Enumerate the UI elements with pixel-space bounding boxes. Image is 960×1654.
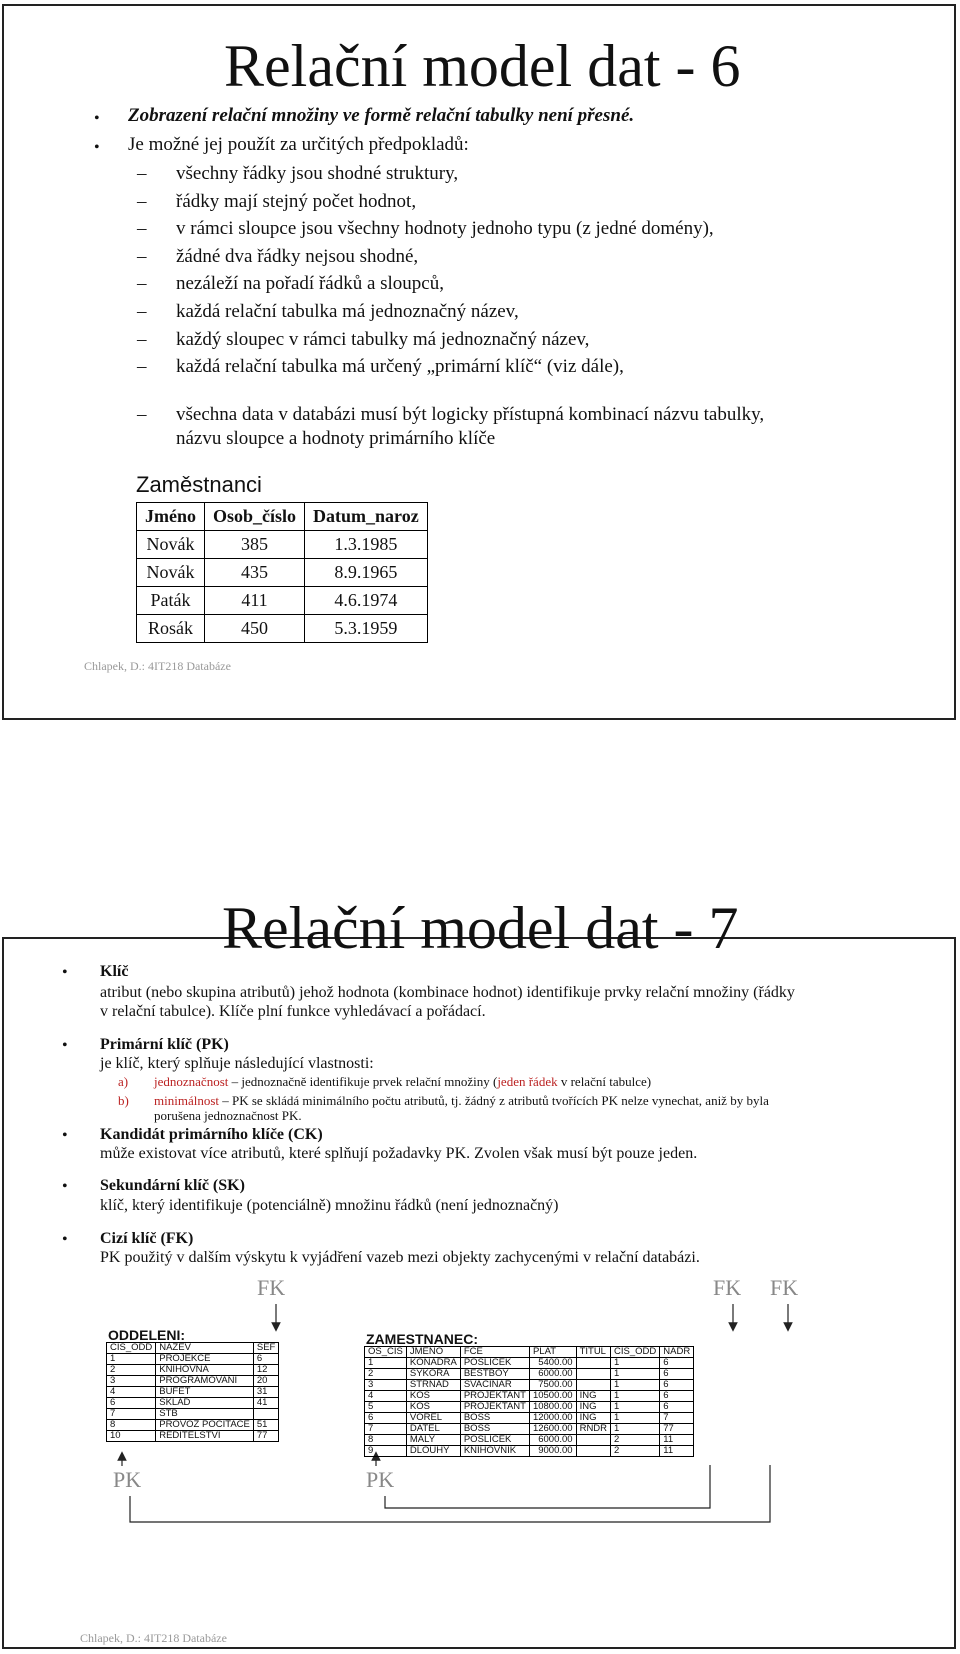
column-header: JMENO [406,1347,460,1358]
table-cell: 7 [107,1409,156,1420]
dash-item: každý sloupec v rámci tabulky má jednoznačný název, [176,328,590,350]
table-cell: POSLICEK [460,1435,529,1446]
table-cell: 2 [365,1369,407,1380]
table-cell: 2 [611,1435,660,1446]
table-row [137,559,428,587]
table-cell: 10800.00 [529,1402,576,1413]
table-cell: BUFET [156,1387,254,1398]
dash-text: všechna data v databázi musí být logicky přístupná kombinací názvu tabulky, [176,404,765,425]
table-cell: 1 [611,1358,660,1369]
table-cell: 3 [107,1376,156,1387]
table-cell: Novák [137,531,205,559]
table-cell: ING [576,1413,610,1424]
key-text: v relační tabulce). Klíče plní funkce vyhledávací a pořádací. [100,1003,486,1020]
table-cell: 7 [660,1413,694,1424]
dash-item: všechny řádky jsou shodné struktury, [176,163,459,184]
table-cell: KNIHOVNIK [460,1446,529,1457]
table-cell: 8 [365,1435,407,1446]
slide-7 [2,937,956,1649]
footer: Chlapek, D.: 4IT218 Databáze [80,1631,227,1645]
table-cell: 31 [253,1387,278,1398]
table-cell: ING [576,1391,610,1402]
table-cell: PROGRAMOVANI [156,1376,254,1387]
table-cell: 11 [660,1446,694,1457]
dash-marker: – [137,301,147,322]
column-header: PLAT [529,1347,576,1358]
pk-text: je klíč, který splňuje následující vlastnosti: [100,1055,374,1072]
table-cell: 1 [611,1413,660,1424]
table-cell: REDITELSTVI [156,1431,254,1442]
table-cell: 8 [107,1420,156,1431]
table-cell: 6 [660,1391,694,1402]
column-header: CIS_ODD [107,1343,156,1354]
fk-label: FK [257,1275,286,1300]
column-header: FCE [460,1347,529,1358]
dash-item: nezáleží na pořadí řádků a sloupců, [176,273,444,295]
dash-marker: – [137,328,147,350]
table-cell: Novák [137,559,205,587]
table-cell: 10500.00 [529,1391,576,1402]
table-cell: 1.3.1985 [305,531,428,559]
table-cell: STRNAD [406,1380,460,1391]
oddeleni-title: ODDELENI: [108,1327,185,1343]
dash-marker: – [137,404,147,425]
table-cell: 1 [611,1369,660,1380]
table-cell: 8.9.1965 [305,559,428,587]
table-cell: KOS [406,1391,460,1402]
table-cell: 450 [205,615,305,643]
column-header: TITUL [576,1347,610,1358]
fk-label: FK [770,1275,799,1300]
table-cell: 9000.00 [529,1446,576,1457]
table-cell: 4 [107,1387,156,1398]
key-text: atribut (nebo skupina atributů) jehož hodnota (kombinace hodnot) identifikuje prvky relační množiny (řádky [100,984,795,1001]
table-cell: 77 [660,1424,694,1435]
bullet-text: Je možné jej použít za určitých předpokladů: [128,134,469,155]
table-cell: 3 [365,1380,407,1391]
table-cell: BOSS [460,1424,529,1435]
employees-table [136,502,428,643]
table-cell: 12600.00 [529,1424,576,1435]
table-cell: 5.3.1959 [305,615,428,643]
pk-property-b: minimálnost – PK se skládá minimálního počtu atributů, tj. žádný z atributů tvořících PK nelze vynechat, aniž by byla [154,1093,769,1108]
sk-text: klíč, který identifikuje (potenciálně) množinu řádků (není jednoznačný) [100,1197,559,1214]
table-cell: RNDR [576,1424,610,1435]
table-cell: 435 [205,559,305,587]
column-header: Jméno [137,503,205,531]
table-cell: 6 [365,1413,407,1424]
dash-marker: – [137,245,147,267]
dash-item: řádky mají stejný počet hodnot, [176,190,417,212]
table-cell: 6 [253,1354,278,1365]
table-cell: SKLAD [156,1398,254,1409]
column-header: Osob_číslo [205,503,305,531]
dash-marker: – [137,190,147,212]
table-cell: VOREL [406,1413,460,1424]
table-cell: PROJEKCE [156,1354,254,1365]
table-cell: 1 [611,1391,660,1402]
zamestnanec-title: ZAMESTNANEC: [366,1331,478,1347]
table-cell: 6 [107,1398,156,1409]
column-header: Datum_naroz [305,503,428,531]
sk-heading: Sekundární klíč (SK) [100,1177,245,1194]
table-cell: 4 [365,1391,407,1402]
table-cell: 10 [107,1431,156,1442]
key-heading: Klíč [100,963,129,980]
table-cell: 4.6.1974 [305,587,428,615]
table-cell: 6 [660,1380,694,1391]
fk-heading: Cizí klíč (FK) [100,1230,194,1247]
table-cell: SVACINAR [460,1380,529,1391]
bullet-marker: • [94,139,100,156]
table-cell: 51 [253,1420,278,1431]
table-cell: KOS [406,1402,460,1413]
table-cell: BESTBOY [460,1369,529,1380]
table-cell: 6 [660,1369,694,1380]
bullet-text: Zobrazení relační množiny ve formě relační tabulky není přesné. [128,105,635,126]
dash-marker: – [137,273,147,295]
column-header: SEF [253,1343,278,1354]
table-cell: STB [156,1409,254,1420]
table-cell: 41 [253,1398,278,1409]
table-row [137,531,428,559]
column-header: OS_CIS [365,1347,407,1358]
table-cell: ING [576,1402,610,1413]
table-cell: 5 [365,1402,407,1413]
dash-marker: – [137,218,147,240]
table-row [137,587,428,615]
table-cell: 11 [660,1435,694,1446]
pk-label: PK [366,1467,395,1492]
table-cell: 20 [253,1376,278,1387]
dash-item: každá relační tabulka má jednoznačný název, [176,301,519,322]
list-label: b) [118,1093,129,1108]
ck-text: může existovat více atributů, které splňují požadavky PK. Zvolen však musí být pouze jeden. [100,1145,698,1162]
dash-item: v rámci sloupce jsou všechny hodnoty jednoho typu (z jedné domény), [176,218,714,240]
slide-title-7: Relační model dat - 7 [222,895,739,961]
table-cell: Rosák [137,615,205,643]
dash-item: žádné dva řádky nejsou shodné, [176,245,419,267]
table-cell: 1 [107,1354,156,1365]
table-cell: 9 [365,1446,407,1457]
list-label: a) [118,1074,129,1089]
table-cell: 1 [611,1424,660,1435]
pk-label: PK [113,1467,142,1492]
slide-title: Relační model dat - 6 [224,33,741,99]
table-cell: BOSS [460,1413,529,1424]
table-cell: 6 [660,1402,694,1413]
ck-heading: Kandidát primárního klíče (CK) [100,1126,323,1143]
bullet-marker: • [62,1178,68,1195]
table-title: Zaměstnanci [136,472,262,497]
column-header: NAZEV [156,1343,254,1354]
table-cell: 7 [365,1424,407,1435]
table-cell: 7500.00 [529,1380,576,1391]
table-row [137,615,428,643]
table-cell: 1 [365,1358,407,1369]
table-cell: 1 [611,1402,660,1413]
table-cell: KNIHOVNA [156,1365,254,1376]
table-cell: 12000.00 [529,1413,576,1424]
table-cell: 5400.00 [529,1358,576,1369]
dash-marker: – [137,163,147,184]
table-cell: 6000.00 [529,1435,576,1446]
table-cell: PROJEKTANT [460,1402,529,1413]
table-cell: 77 [253,1431,278,1442]
table-cell: 411 [205,587,305,615]
pk-property-b-cont: porušena jednoznačnost PK. [154,1108,302,1123]
fk-label: FK [713,1275,742,1300]
pk-heading: Primární klíč (PK) [100,1036,229,1053]
table-cell: PROJEKTANT [460,1391,529,1402]
bullet-marker: • [62,1231,68,1248]
footer: Chlapek, D.: 4IT218 Databáze [84,659,231,673]
fk-text: PK použitý v dalším výskytu k vyjádření vazeb mezi objekty zachycenými v relační databázi. [100,1249,700,1266]
bullet-marker: • [62,1037,68,1054]
table-cell: KONADRA [406,1358,460,1369]
bullet-marker: • [94,110,100,127]
table-cell: 2 [611,1446,660,1457]
table-cell: 12 [253,1365,278,1376]
table-cell: 1 [611,1380,660,1391]
column-header: CIS_ODD [611,1347,660,1358]
table-cell: DATEL [406,1424,460,1435]
bullet-marker: • [62,964,68,981]
bullet-marker: • [62,1127,68,1144]
table-cell: 6 [660,1358,694,1369]
column-header: NADR [660,1347,694,1358]
table-cell: MALY [406,1435,460,1446]
table-cell: SYKORA [406,1369,460,1380]
dash-text: názvu sloupce a hodnoty primárního klíče [176,428,496,449]
table-cell: POSLICEK [460,1358,529,1369]
table-cell: Paták [137,587,205,615]
table-cell: 6000.00 [529,1369,576,1380]
pk-property-a: jednoznačnost – jednoznačně identifikuje prvek relační množiny (jeden řádek v relační tabulce) [154,1074,652,1089]
dash-marker: – [137,356,147,378]
table-cell: 385 [205,531,305,559]
table-cell: 2 [107,1365,156,1376]
dash-item: každá relační tabulka má určený „primární klíč“ (viz dále), [176,356,624,378]
table-cell: DLOUHY [406,1446,460,1457]
slide-6 [2,4,956,720]
table-cell: PROVOZ POCITACE [156,1420,254,1431]
